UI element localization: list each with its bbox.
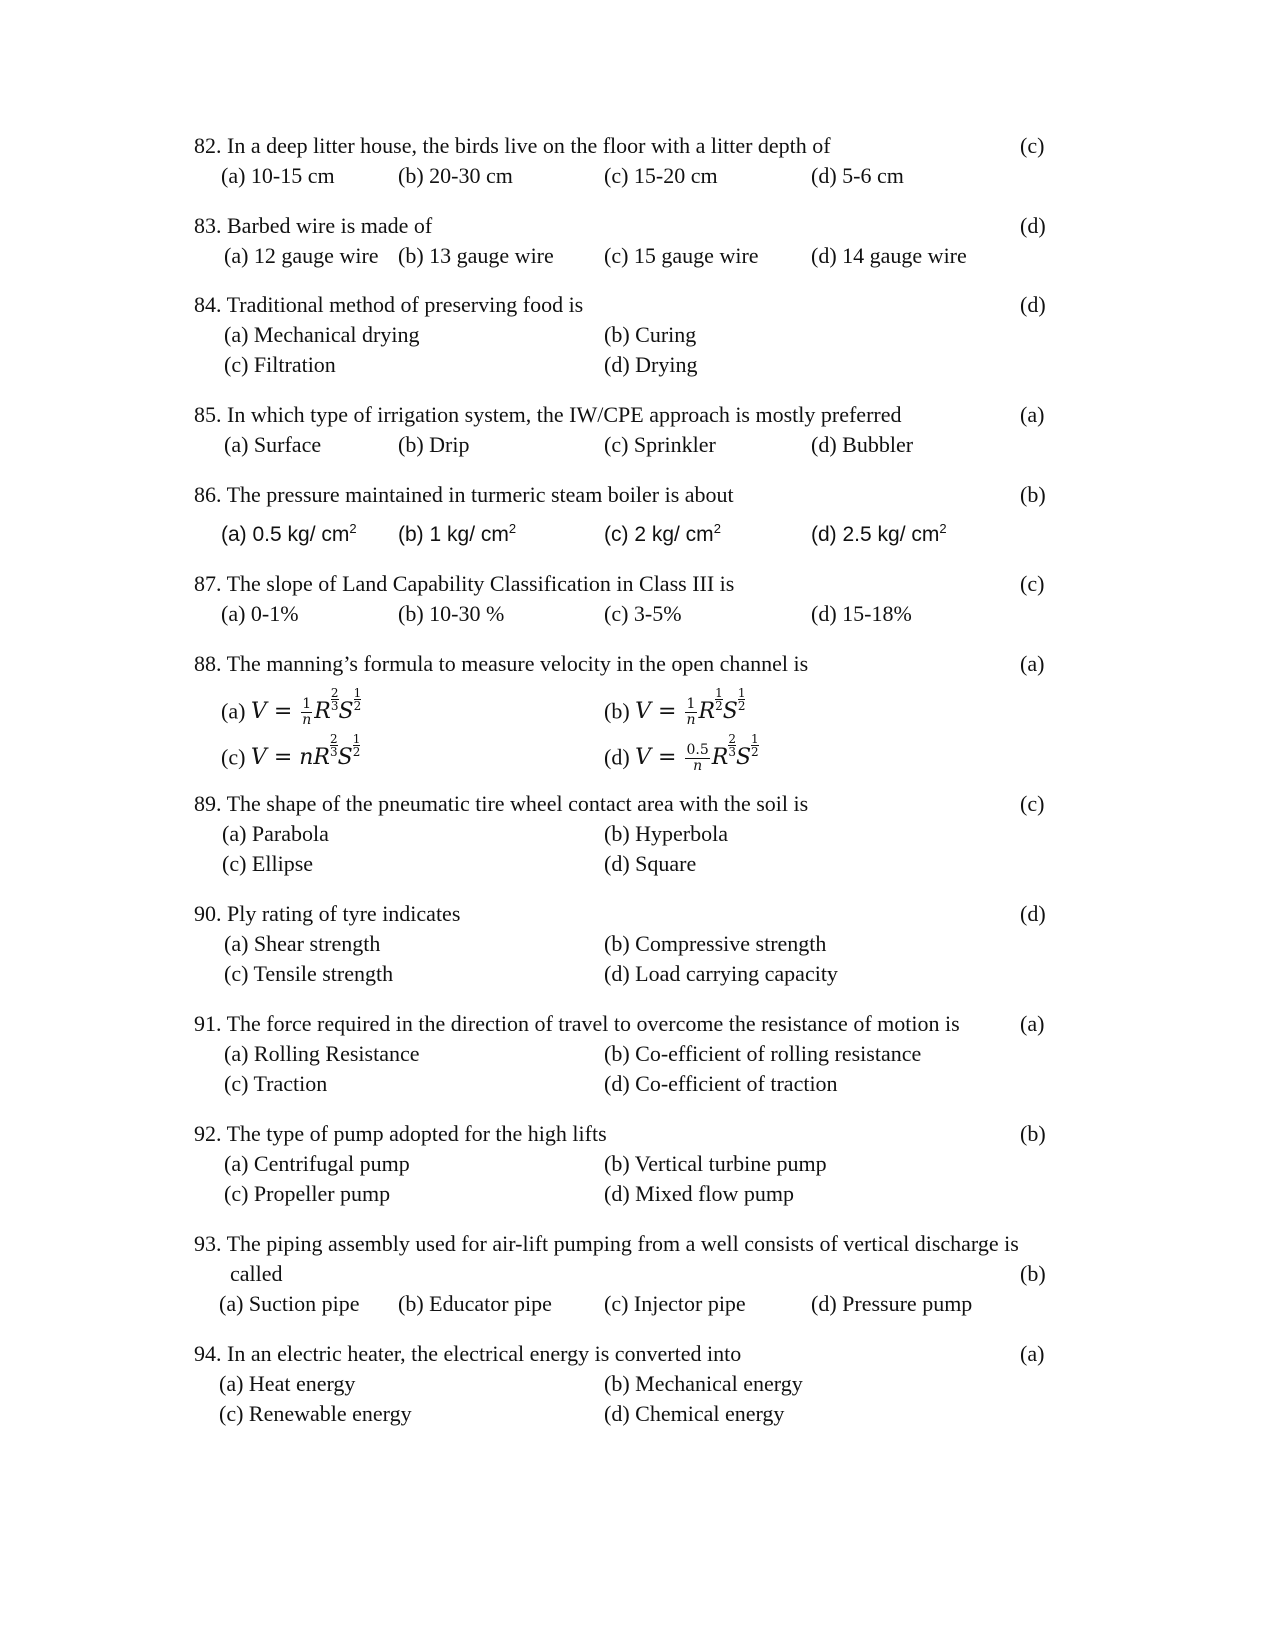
option-a: (a) Rolling Resistance [224, 1041, 420, 1066]
option-a: (a) V = $\frac{1}{n}$ R $\frac{2}{3}$ S $\frac{1}{2}$ [221, 686, 362, 728]
answer-key: (a) [1020, 651, 1045, 676]
option-b: (b) 13 gauge wire [398, 243, 554, 268]
question-text: 93. The piping assembly used for air-lift pumping from a well consists of vertical discharge is [194, 1231, 1019, 1256]
option-d: (d) Load carrying capacity [604, 961, 838, 986]
answer-key: (c) [1020, 133, 1045, 158]
option-c: (c) 15-20 cm [604, 163, 718, 188]
question-text: 89. The shape of the pneumatic tire wheel contact area with the soil is [194, 791, 809, 816]
answer-key: (d) [1020, 213, 1046, 238]
formula-d: V = $\frac{0.5}{n}$ R $\frac{2}{3}$ S $\frac{1}{2}$ [635, 732, 759, 774]
option-b: (b) 20-30 cm [398, 163, 513, 188]
answer-key: (b) [1020, 482, 1046, 507]
option-c: (c) Sprinkler [604, 432, 716, 457]
answer-key: (d) [1020, 292, 1046, 317]
option-d: (d) 14 gauge wire [811, 243, 967, 268]
option-a: (a) 0.5 kg/ $cm^2$ [221, 521, 357, 546]
answer-key: (a) [1020, 402, 1045, 427]
option-d: (d) Mixed flow pump [604, 1181, 795, 1206]
option-b: (b) Compressive strength [604, 931, 827, 956]
formula-c: V = nR $\frac{2}{3}$ S $\frac{1}{2}$ [250, 732, 361, 771]
question-94 [194, 1339, 1074, 1429]
question-91 [194, 1009, 1074, 1099]
option-a: (a) Centrifugal pump [224, 1151, 410, 1176]
question-88 [194, 649, 1074, 774]
option-c: (c) Renewable energy [219, 1401, 412, 1426]
option-b: (b) Vertical turbine pump [604, 1151, 827, 1176]
answer-key: (c) [1020, 791, 1045, 816]
option-c: (c) Injector pipe [604, 1291, 746, 1316]
question-text: 91. The force required in the direction of travel to overcome the resistance of motion is [194, 1011, 960, 1036]
option-c: (c) 3-5% [604, 601, 682, 626]
question-text: 94. In an electric heater, the electrical energy is converted into [194, 1341, 742, 1366]
answer-key: (a) [1020, 1341, 1045, 1366]
option-a: (a) 0-1% [221, 601, 299, 626]
option-d: (d) Chemical energy [604, 1401, 785, 1426]
option-d: (d) Square [604, 851, 697, 876]
option-c: (c) 15 gauge wire [604, 243, 759, 268]
answer-key: (b) [1020, 1261, 1046, 1286]
question-text: 86. The pressure maintained in turmeric steam boiler is about [194, 482, 734, 507]
option-a: (a) Suction pipe [219, 1291, 360, 1316]
option-b: (b) 1 kg/ $cm^2$ [398, 521, 517, 546]
option-d: (d) Co-efficient of traction [604, 1071, 838, 1096]
answer-key: (c) [1020, 571, 1045, 596]
question-82 [194, 131, 1074, 191]
question-text-continued: called [230, 1261, 283, 1286]
option-c: (c) 2 kg/ $cm^2$ [604, 521, 721, 546]
option-c: (c) Tensile strength [224, 961, 394, 986]
question-93 [194, 1229, 1074, 1319]
option-c: (c) Propeller pump [224, 1181, 391, 1206]
formula-a: V = $\frac{1}{n}$ R $\frac{2}{3}$ S $\frac{1}{2}$ [250, 686, 362, 728]
question-text: 83. Barbed wire is made of [194, 213, 433, 238]
question-86 [194, 480, 1074, 544]
option-b: (b) 10-30 % [398, 601, 505, 626]
option-a: (a) 10-15 cm [221, 163, 335, 188]
question-text: 90. Ply rating of tyre indicates [194, 901, 461, 926]
option-c: (c) Filtration [224, 352, 336, 377]
option-a: (a) 12 gauge wire [224, 243, 379, 268]
question-text: 88. The manning’s formula to measure velocity in the open channel is [194, 651, 809, 676]
question-87 [194, 569, 1074, 629]
question-text: 92. The type of pump adopted for the high lifts [194, 1121, 607, 1146]
option-b: (b) Drip [398, 432, 470, 457]
option-a: (a) Shear strength [224, 931, 381, 956]
option-a: (a) Surface [224, 432, 322, 457]
answer-key: (d) [1020, 901, 1046, 926]
option-c: (c) Ellipse [222, 851, 314, 876]
option-d: (d) Bubbler [811, 432, 914, 457]
option-d: (d) 2.5 kg/ $cm^2$ [811, 521, 947, 546]
answer-key: (a) [1020, 1011, 1045, 1036]
option-a: (a) Mechanical drying [224, 322, 420, 347]
option-c: (c) Traction [224, 1071, 328, 1096]
option-d: (d) Pressure pump [811, 1291, 973, 1316]
question-text: 82. In a deep litter house, the birds live on the floor with a litter depth of [194, 133, 831, 158]
question-text: 85. In which type of irrigation system, the IW/CPE approach is mostly preferred [194, 402, 902, 427]
question-90 [194, 899, 1074, 989]
option-a: (a) Parabola [222, 821, 329, 846]
option-d: (d) V = $\frac{0.5}{n}$ R $\frac{2}{3}$ S $\frac{1}{2}$ [604, 732, 759, 774]
formula-b: V = $\frac{1}{n}$ R $\frac{1}{2}$ S $\frac{1}{2}$ [635, 686, 746, 728]
option-b: (b) Curing [604, 322, 697, 347]
option-d: (d) Drying [604, 352, 698, 377]
option-b: (b) V = $\frac{1}{n}$ R $\frac{1}{2}$ S $\frac{1}{2}$ [604, 686, 746, 728]
question-85 [194, 400, 1074, 460]
question-89 [194, 789, 1074, 879]
option-b: (b) Co-efficient of rolling resistance [604, 1041, 922, 1066]
question-text: 87. The slope of Land Capability Classification in Class III is [194, 571, 735, 596]
option-c: (c) V = nR $\frac{2}{3}$ S $\frac{1}{2}$ [221, 732, 361, 771]
question-text: 84. Traditional method of preserving food is [194, 292, 584, 317]
question-84 [194, 290, 1074, 380]
option-b: (b) Educator pipe [398, 1291, 552, 1316]
option-d: (d) 15-18% [811, 601, 912, 626]
option-d: (d) 5-6 cm [811, 163, 904, 188]
answer-key: (b) [1020, 1121, 1046, 1146]
question-92 [194, 1119, 1074, 1209]
option-a: (a) Heat energy [219, 1371, 356, 1396]
question-83 [194, 211, 1074, 271]
option-b: (b) Hyperbola [604, 821, 729, 846]
option-b: (b) Mechanical energy [604, 1371, 803, 1396]
